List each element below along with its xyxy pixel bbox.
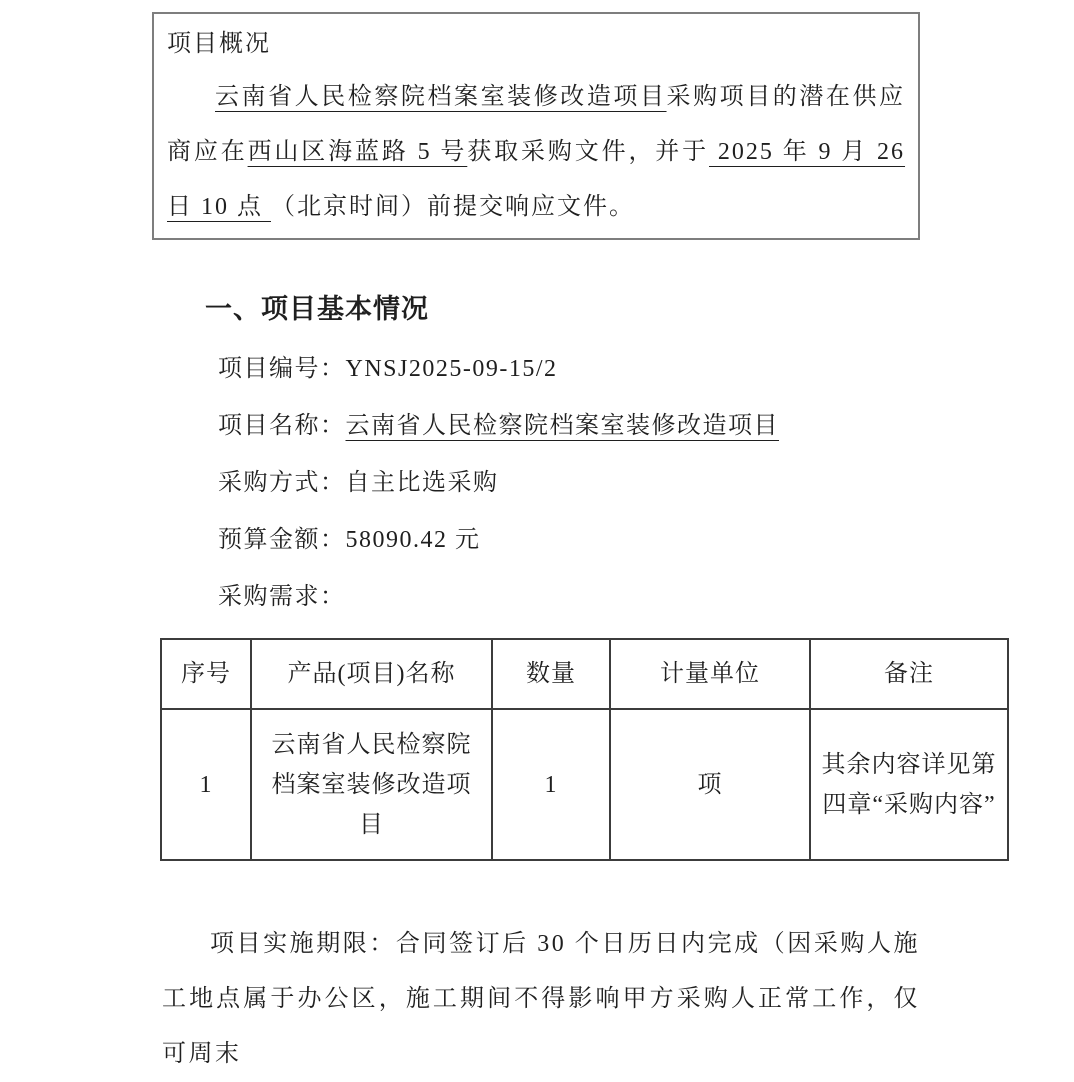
overview-paragraph [167, 70, 905, 235]
address-underlined: 西山区海蓝路 5 号 [247, 139, 468, 165]
header-note: 备注 [810, 639, 1008, 709]
detail-project-number [162, 353, 920, 385]
detail-label: 采购方式： [218, 470, 346, 496]
detail-label: 采购需求： [218, 584, 346, 610]
header-qty: 数量 [492, 639, 610, 709]
table-header-row [161, 639, 1008, 709]
cell-note: 其余内容详见第四章“采购内容” [810, 709, 1008, 860]
header-name: 产品(项目)名称 [251, 639, 492, 709]
cell-qty: 1 [492, 709, 610, 860]
detail-project-name [162, 410, 920, 442]
overview-text: （北京时间）前提交响应文件。 [271, 194, 635, 220]
deadline-underlined: 2025 年 9 月 26 日 10 点 [167, 139, 906, 220]
detail-budget [162, 524, 920, 556]
cell-name: 云南省人民检察院档案室装修改造项目 [251, 709, 492, 860]
header-seq: 序号 [161, 639, 251, 709]
cell-unit: 项 [610, 709, 810, 860]
detail-requirements [162, 581, 920, 613]
detail-value: YNSJ2025-09-15/2 [345, 356, 558, 382]
detail-procurement-method [162, 467, 920, 499]
overview-title: 项目概况 [167, 31, 271, 57]
detail-value-underlined: 云南省人民检察院档案室装修改造项目 [345, 413, 779, 439]
header-unit: 计量单位 [610, 639, 810, 709]
overview-text: 获取采购文件，并于 [467, 139, 710, 165]
project-name-underlined: 云南省人民检察院档案室装修改造项目 [215, 84, 667, 110]
implementation-paragraph: 项目实施期限：合同签订后 30 个日历日内完成（因采购人施工地点属于办公区，施工期间不得影响甲方采购人正常工作，仅可周末 [162, 931, 920, 1067]
table-row [161, 709, 1008, 860]
document-page [0, 12, 997, 1082]
detail-value: 自主比选采购 [345, 470, 499, 496]
detail-label: 预算金额： [218, 527, 346, 553]
overview-box [152, 12, 920, 240]
detail-value: 58090.42 元 [345, 527, 481, 553]
cell-seq: 1 [161, 709, 251, 860]
detail-label: 项目名称： [218, 413, 346, 439]
section-heading: 一、项目基本情况 [205, 294, 429, 324]
overview-text: 采购项目的潜在供应商应在 [167, 84, 906, 165]
detail-label: 项目编号： [218, 356, 346, 382]
requirements-table [160, 638, 1009, 861]
